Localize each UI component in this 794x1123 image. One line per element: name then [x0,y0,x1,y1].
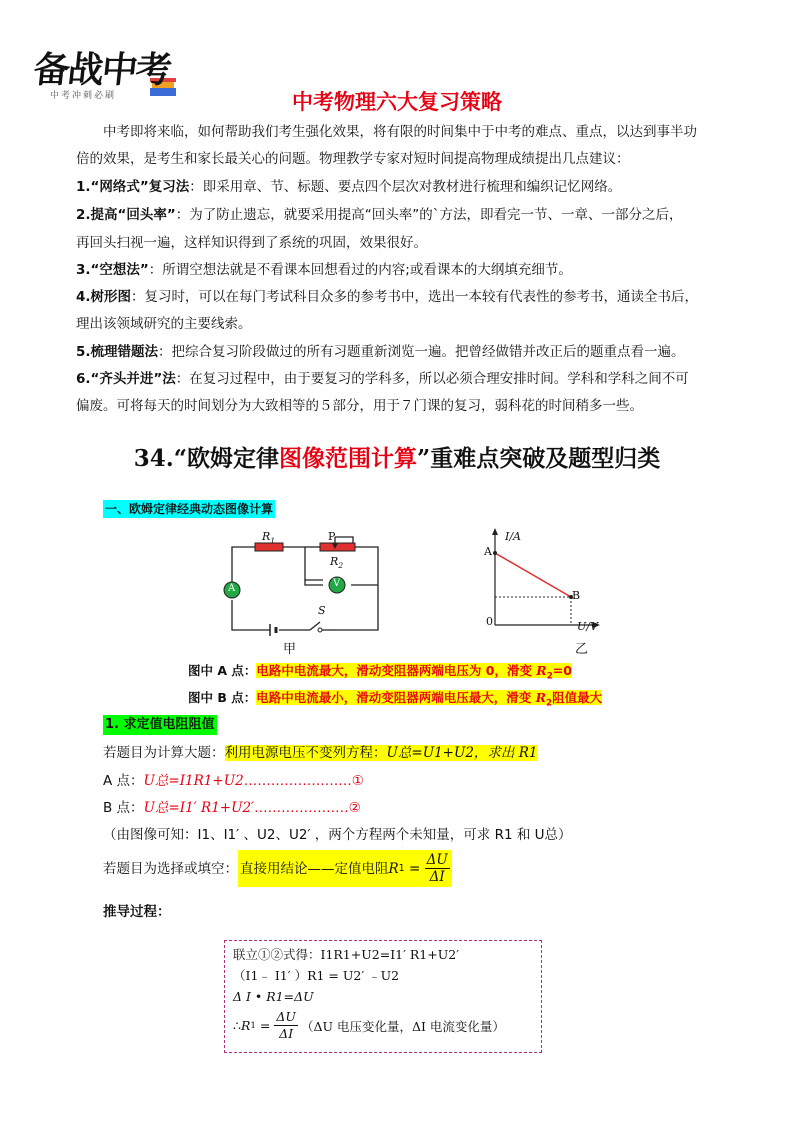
eq-b-dots: …………………② [254,800,361,816]
derive-sub: 1 [250,1020,256,1031]
label-switch: S [318,604,326,617]
tip-6-cont: 偏废。可将每天的时间划分为大致相等的５部分，用于７门课的复习，弱科花的时间稍多一些。 [76,398,643,414]
tip-label: 6.“齐头并进”法 [76,371,176,387]
derivation-box [224,940,542,1053]
label-r2 [330,555,343,570]
eq-a-dots: ……………………① [243,773,364,789]
point-b-sub: 2 [545,698,553,709]
point-b-label: 图中 B 点： [188,690,257,705]
heading-suffix: ”重难点突破及题型归类 [417,445,661,472]
derive-line-4 [233,1009,533,1042]
section-heading [0,440,794,473]
logo-text: 备战中考 [31,50,172,91]
derive-tail: （ΔU 电压变化量，ΔI 电流变化量） [300,1018,505,1034]
choice-fraction [425,852,450,885]
choice-lead: 若题目为选择或填空： [103,860,238,877]
choice-hl-text: 直接用结论——定值电阻 [240,860,389,877]
point-a-dot [493,551,497,555]
choice-line [103,850,452,887]
graph-origin: 0 [486,615,493,628]
circuit-caption: 甲 [283,642,297,657]
label-r1 [262,530,275,545]
tip-label: 4.树形图 [76,289,132,305]
choice-equals: = [404,860,425,877]
calc-lead: 若题目为计算大题： [103,745,225,761]
switch-contact [318,628,322,632]
label-voltmeter: V [333,578,341,589]
tip-label: 1.“网络式”复习法 [76,179,190,195]
derive-line-1: 联立①②式得：I1R1+U2=I1′ R1+U2′ [233,947,460,962]
point-a-tail: =0 [552,663,572,678]
tip-text: ：为了防止遗忘，就要采用提高“回头率”的`方法，即看完一节、一章、一部分之后， [175,207,683,223]
calc-hl-text: 利用电源电压不变列方程： [224,745,387,761]
tip-label: 2.提高“回头率” [76,207,176,223]
note-line: （由图像可知：I1、I1′ 、U2、U2′ ，两个方程两个未知量，可求 R1 和 U总） [103,827,572,843]
point-b-text [256,690,603,709]
tip-5 [76,338,685,366]
eq-a-label: A 点： [103,773,144,789]
point-a-body: 电路中电流最大，滑动变阻器两端电压为 0，滑变 [256,663,537,678]
tip-6 [76,365,689,393]
point-a-desc [188,662,572,686]
graph-point-a: A [484,545,492,558]
tip-label: 3.“空想法” [76,262,149,278]
label-ammeter: A [228,583,236,594]
sub-heading-1: 1. 求定值电阻阻值 [103,715,217,735]
derive-line-3: Δ I • R1=ΔU [233,989,314,1004]
choice-den: ΔI [429,869,445,885]
r1-var: R [262,530,271,543]
tip-text: ：在复习过程中，由于要复习的学科多，所以必须合理安排时间。学科和学科之间不可 [175,371,689,387]
tip-text: ：把综合复习阶段做过的所有习题重新浏览一遍。把曾经做错并改正后的题重点看一遍。 [158,344,685,360]
choice-highlight [238,850,452,887]
r1-sub: 1 [270,536,276,546]
tip-text: ：复习时，可以在每门考试科目众多的参考书中，选出一本较有代表性的参考书，通读全书后， [131,289,699,305]
choice-var: R [388,860,399,877]
point-a-sub: 2 [546,671,553,682]
rheostat-r2 [320,543,355,551]
r2-sub: 2 [338,561,344,571]
eq-a [103,770,364,792]
point-a-text [256,663,572,682]
intro-line-2: 倍的效果，是考生和家长最关心的问题。物理教学专家对短时间提高物理成绩提出几点建议： [76,151,630,167]
calc-highlight [225,745,538,761]
eq-b-label: B 点： [103,800,144,816]
intro-line-1: 中考即将来临，如何帮助我们考生强化效果，将有限的时间集中于中考的难点、重点，以达到事半功 [103,124,697,140]
section-1-label: 一、欧姆定律经典动态图像计算 [105,502,274,516]
derive-fraction [274,1009,298,1042]
derive-equals: = [255,1018,275,1033]
tip-text: ：即采用章、节、标题、要点四个层次对教材进行梳理和编织记忆网络。 [189,179,622,195]
graph-ylabel: I/A [505,530,521,543]
eq-a-formula: U总=I1R1+U2 [143,773,244,789]
graph-xlabel: U/V [577,620,598,633]
point-b-desc [188,689,602,713]
heading-highlight: 图像范围计算 [279,445,417,472]
tip-2 [76,201,683,229]
graph-point-b: B [572,589,581,602]
graph-line [495,553,571,597]
tip-text: ：所谓空想法就是不看课本回想看过的内容;或看课本的大纲填充细节。 [148,262,572,278]
tip-3 [76,256,572,284]
y-axis-arrow-icon [492,528,498,535]
tip-4 [76,283,698,311]
circuit-diagram [215,530,390,650]
calc-line [103,742,537,764]
derive-den: ΔI [279,1026,294,1041]
battery-icon [270,624,276,636]
logo-subtext: 中考冲刺必刷 [50,91,117,101]
tip-1 [76,173,621,201]
eq-b [103,797,361,819]
tip-2-cont: 再回头扫视一遍，这样知识得到了系统的巩固，效果很好。 [76,235,427,251]
tip-label: 5.梳理错题法 [76,344,159,360]
heading-prefix: 34.“欧姆定律 [133,445,279,472]
point-b-tail: 阻值最大 [552,690,603,705]
derive-var: R [240,1018,251,1033]
calc-eq: U总=U1+U2，求出 R1 [386,745,538,761]
graph-caption: 乙 [575,642,589,657]
point-b-body: 电路中电流最小，滑动变阻器两端电压最大，滑变 [256,690,536,705]
tip-4-cont: 理出该领域研究的主要线索。 [76,316,252,332]
r2-var: R [330,555,339,568]
choice-sub: 1 [398,862,405,874]
point-a-label: 图中 A 点： [188,663,257,678]
derive-therefore: ∴ [233,1018,241,1033]
point-b-var: R [535,690,546,705]
derive-label: 推导过程： [103,904,171,920]
page-title: 中考物理六大复习策略 [292,90,502,114]
derive-line-2: （I1﹣ I1′ ）R1 = U2′ ﹣U2 [233,968,400,983]
choice-num: ΔU [426,852,448,868]
point-a-var: R [536,663,547,678]
label-p: P [328,530,336,543]
eq-b-formula: U总=I1′ R1+U2′ [143,800,255,816]
derive-num: ΔU [276,1009,296,1024]
